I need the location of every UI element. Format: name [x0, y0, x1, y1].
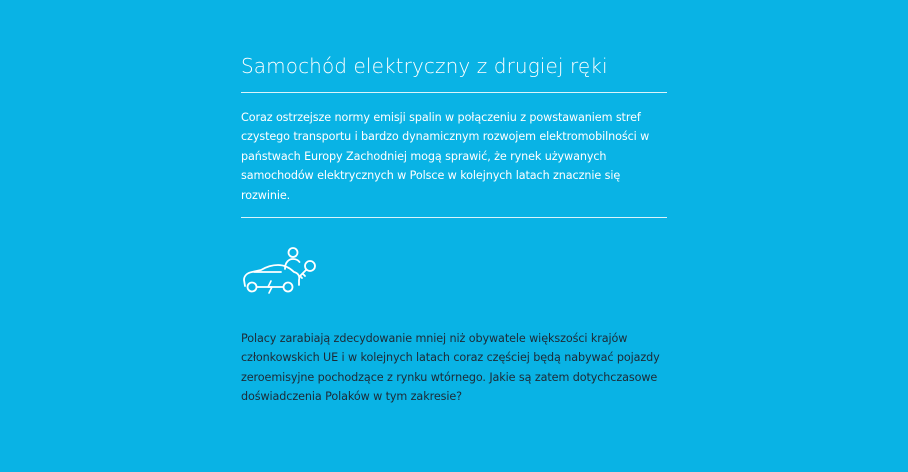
page-title: Samochód elektryczny z drugiej ręki: [241, 54, 608, 78]
electric-car-icon: [241, 246, 321, 296]
section-divider: [241, 217, 667, 218]
intro-paragraph: Coraz ostrzejsze normy emisji spalin w połączeniu z powstawaniem stref czystego transportu i bardzo dynamicznym rozwojem elektromobilności w państwach Europy Zachodniej mogą sprawić, że rynek używanych samochodów elektrycznych w Polsce w kolejnych latach znacznie się rozwinie.: [241, 111, 650, 202]
body-paragraph: Polacy zarabiają zdecydowanie mniej niż obywatele większości krajów członkowskich UE i w kolejnych latach coraz częściej będą nabywać pojazdy zeroemisyjne pochodzące z rynku wtórnego. Jakie są zatem dotychczasowe doświadczenia Polaków w tym zakresie?: [241, 332, 660, 404]
title-divider: [241, 92, 667, 93]
article-section: [241, 52, 667, 407]
